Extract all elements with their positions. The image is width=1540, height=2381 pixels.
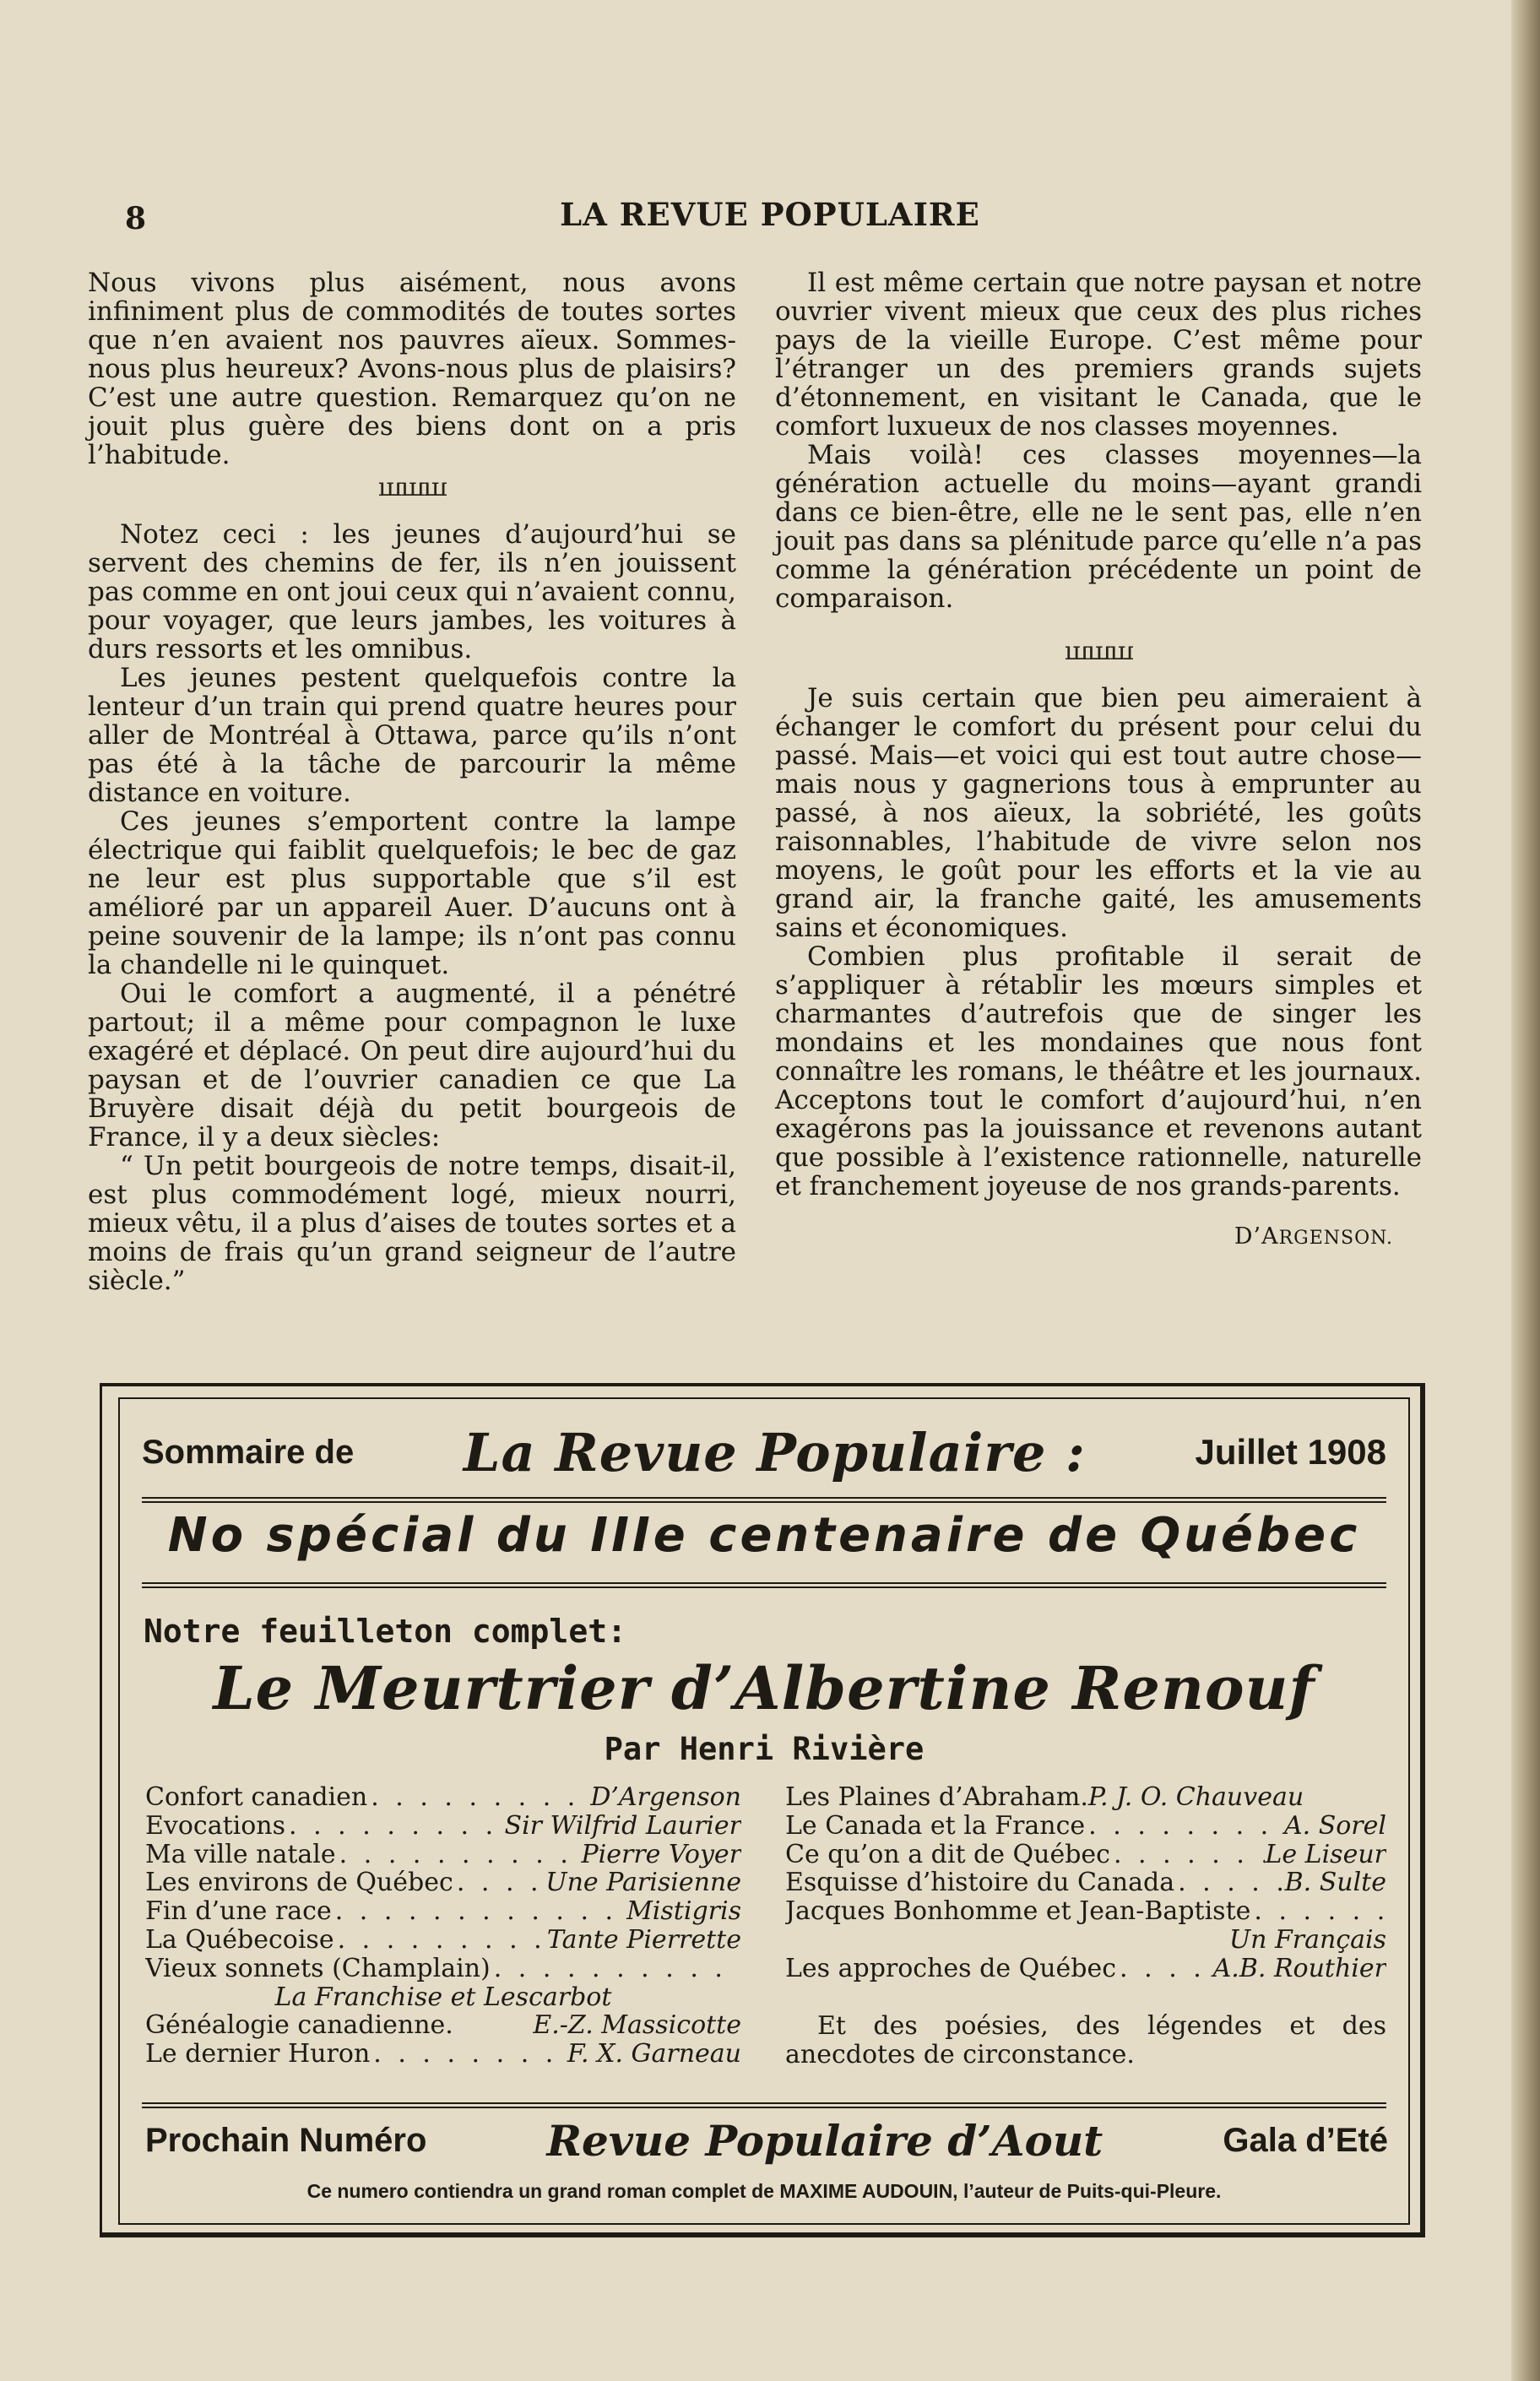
entry-author: A.B. Routhier [1212, 1954, 1386, 1983]
list-item [785, 1783, 1386, 1812]
entry-title: Les environs de Québec [145, 1868, 453, 1898]
entry-author: D’Argenson [590, 1783, 741, 1812]
entry-author-continuation: La Franchise et Lescarbot [274, 1982, 612, 2012]
paragraph: Notez ceci : les jeunes d’aujourd’hui se servent des chemins de fer, ils n’en jouissent pas comme en ont joui ceux qui n’avaient connu, pour voyager, que leurs jambes, les voitures à durs ressorts et les omnibus. [88, 519, 736, 664]
dot-leader [491, 1955, 741, 1983]
entry-title: Esquisse d’histoire du Canada [785, 1868, 1175, 1898]
paragraph: Je suis certain que bien peu aimeraient à échanger le comfort du présent pour celui du passé. Mais—et voici qui est tout autre chose—mais nous y gagnerions tous à emprunter au passé, à nos aïeux, la sobriété, les goûts raisonnables, l’habitude de vivre selon nos moyens, le goût pour les efforts et la vie au grand air, la franche gaité, les amusements sains et économiques. [775, 683, 1422, 943]
dot-leader [1174, 1868, 1285, 1897]
article-column-right [775, 268, 1422, 1253]
next-issue-gala: Gala d’Eté [1223, 2121, 1388, 2159]
dot-leader [336, 1841, 582, 1869]
list-item [785, 1955, 1386, 1983]
running-header [0, 196, 1540, 238]
entry-author: Tante Pierrette [546, 1925, 741, 1955]
entry-author: P. J. O. Chauveau [1087, 1783, 1304, 1812]
paragraph: Oui le comfort a augmenté, il a pénétré partout; il a même pour compagnon le luxe exagéré et déplacé. On peut dire aujourd’hui du paysan et de l’ouvrier canadien ce que La Bruyère disait déjà du petit bourgeois de France, il y a deux siècles: [88, 979, 736, 1153]
novel-author: Par Henri Rivière [604, 1731, 925, 1767]
list-item [145, 1926, 741, 1955]
dot-leader [334, 1926, 547, 1955]
paragraph: Combien plus profitable il serait de s’appliquer à rétablir les mœurs simples et charmantes d’autrefois que de singer les mondains et les mondaines que nous font connaître les romans, le théâtre et les journaux. Acceptons tout le comfort d’aujourd’hui, n’en exagérons pas la jouissance et revenons autant que possible à l’existence rationnelle, naturelle et franchement joyeuse de nos grands-parents. [775, 941, 1422, 1201]
entry-title: Les approches de Québec [785, 1954, 1117, 1983]
double-rule [142, 1497, 1386, 1503]
contents-list-left [145, 1783, 741, 2069]
paragraph: Il est même certain que notre paysan et notre ouvrier vivent mieux que ceux des plus riches pays de la vieille Europe. C’est même pour l’étranger un des premiers grands sujets d’étonnement, en visitant le Canada, que le comfort luxueux de nos classes moyennes. [775, 268, 1422, 442]
ornament-divider: ꟺꟺꟺ [377, 473, 447, 502]
list-item [785, 1841, 1386, 1869]
contents-list-right [785, 1783, 1386, 2069]
list-item [145, 2011, 741, 2040]
double-rule [142, 2102, 1386, 2108]
summary-brand: La Revue Populaire : [463, 1421, 1086, 1483]
dot-leader [1110, 1841, 1265, 1869]
entry-author: B. Sulte [1284, 1868, 1386, 1898]
entry-title: Ma ville natale [145, 1840, 336, 1869]
paragraph: Mais voilà! ces classes moyennes—la génération actuelle du moins—ayant grandi dans ce bien-être, elle ne le sent pas, elle n’en jouit pas dans sa plénitude parce qu’elle n’a pas comme la génération précédente un point de comparaison. [775, 440, 1422, 614]
entry-title: Les Plaines d’Abraham. [785, 1783, 1088, 1812]
entry-title: Evocations [145, 1811, 286, 1841]
quotation: “ Un petit bourgeois de notre temps, disait-il, est plus commodément logé, mieux nourri, mieux vêtu, il a plus d’aises de toutes sortes et a moins de frais qu’un grand seigneur de l’autre siècle.” [88, 1151, 736, 1296]
dot-leader [1085, 1812, 1284, 1841]
entry-title: La Québecoise [145, 1925, 334, 1955]
special-issue-title: No spécial du IIIe centenaire de Québec [167, 1508, 1361, 1563]
list-item [145, 1812, 741, 1841]
list-item [145, 1841, 741, 1869]
entry-author: Le Liseur [1265, 1840, 1386, 1869]
entry-title: Ce qu’on a dit de Québec [785, 1840, 1110, 1869]
entry-title: Jacques Bonhomme et Jean-Baptiste [785, 1897, 1251, 1926]
paragraph: Nous vivons plus aisément, nous avons infiniment plus de commodités de toutes sortes que n’en avaient nos pauvres aïeux. Sommes-nous plus heureux? Avons-nous plus de plaisirs? C’est une autre question. Remarquez qu’on ne jouit plus guère des biens dont on a pris l’habitude. [88, 268, 736, 470]
entry-title: Généalogie canadienne. [145, 2011, 453, 2041]
dot-leader [1116, 1955, 1213, 1983]
entry-title: Le dernier Huron [145, 2040, 371, 2069]
dot-leader [370, 2040, 567, 2069]
signature-rest: RGENSON. [1278, 1228, 1393, 1249]
entry-author-continuation: Un Français [1228, 1924, 1386, 1955]
running-title: LA REVUE POPULAIRE [560, 196, 980, 233]
entry-author: Mistigris [626, 1897, 741, 1926]
paragraph: Les jeunes pestent quelquefois contre la lenteur d’un train qui prend quatre heures pour aller de Montréal à Ottawa, parce qu’ils n’ont pas été à la tâche de parcourir la même distance en voiture. [88, 663, 736, 808]
extra-note: Et des poésies, des légendes et des anecdotes de circonstance. [785, 2010, 1386, 2069]
summary-heading [142, 1418, 1386, 1486]
list-item [145, 1955, 741, 1983]
dot-leader [285, 1812, 505, 1841]
entry-author: Sir Wilfrid Laurier [504, 1811, 741, 1841]
paragraph: Ces jeunes s’emportent contre la lampe électrique qui faiblit quelquefois; le bec de gaz ne leur est plus supportable que s’il est amélioré par un appareil Auer. D’aucuns ont à peine souvenir de la lampe; ils n’ont pas connu la chandelle ni le quinquet. [88, 806, 736, 980]
entry-title: Le Canada et la France [785, 1811, 1086, 1841]
novel-title: Le Meurtrier d’Albertine Renouf [213, 1653, 1315, 1723]
article-column-left [88, 268, 736, 1295]
next-issue-note: Ce numero contiendra un grand roman complet de MAXIME AUDOUIN, l’auteur de Puits-qui-Pleure. [306, 2180, 1222, 2202]
entry-author: A. Sorel [1283, 1811, 1386, 1841]
author-signature [775, 1223, 1422, 1253]
entry-title: Vieux sonnets (Champlain) [145, 1954, 491, 1983]
dot-leader [1250, 1897, 1386, 1926]
dot-leader [453, 1868, 545, 1897]
summary-prefix: Sommaire de [142, 1433, 355, 1471]
list-item [785, 1897, 1386, 1926]
list-item [145, 1897, 741, 1926]
signature-initial: D’A [1234, 1223, 1279, 1250]
next-issue-brand: Revue Populaire d’Aout [546, 2115, 1103, 2166]
page-number: 8 [125, 201, 147, 236]
feuilleton-label: Notre feuilleton complet: [144, 1613, 626, 1650]
list-item [145, 1868, 741, 1897]
entry-title: Confort canadien [145, 1783, 368, 1812]
entry-author: E.-Z. Massicotte [533, 2011, 741, 2041]
entry-title: Fin d’une race [145, 1897, 332, 1926]
dot-leader [332, 1897, 626, 1926]
entry-author: F. X. Garneau [567, 2040, 741, 2069]
summary-date: Juillet 1908 [1195, 1432, 1386, 1472]
list-item [785, 1812, 1386, 1841]
double-rule [142, 1582, 1386, 1588]
entry-author: Pierre Voyer [581, 1840, 741, 1869]
ornament-divider: ꟺꟺꟺ [1064, 637, 1133, 666]
list-item [145, 1783, 741, 1812]
next-issue-prefix: Prochain Numéro [145, 2121, 427, 2159]
next-issue-line [145, 2111, 1388, 2170]
dot-leader [367, 1783, 590, 1812]
list-item [145, 2040, 741, 2069]
entry-author: Une Parisienne [545, 1868, 741, 1898]
page-edge-shadow [1511, 0, 1540, 2381]
list-item [785, 1868, 1386, 1897]
